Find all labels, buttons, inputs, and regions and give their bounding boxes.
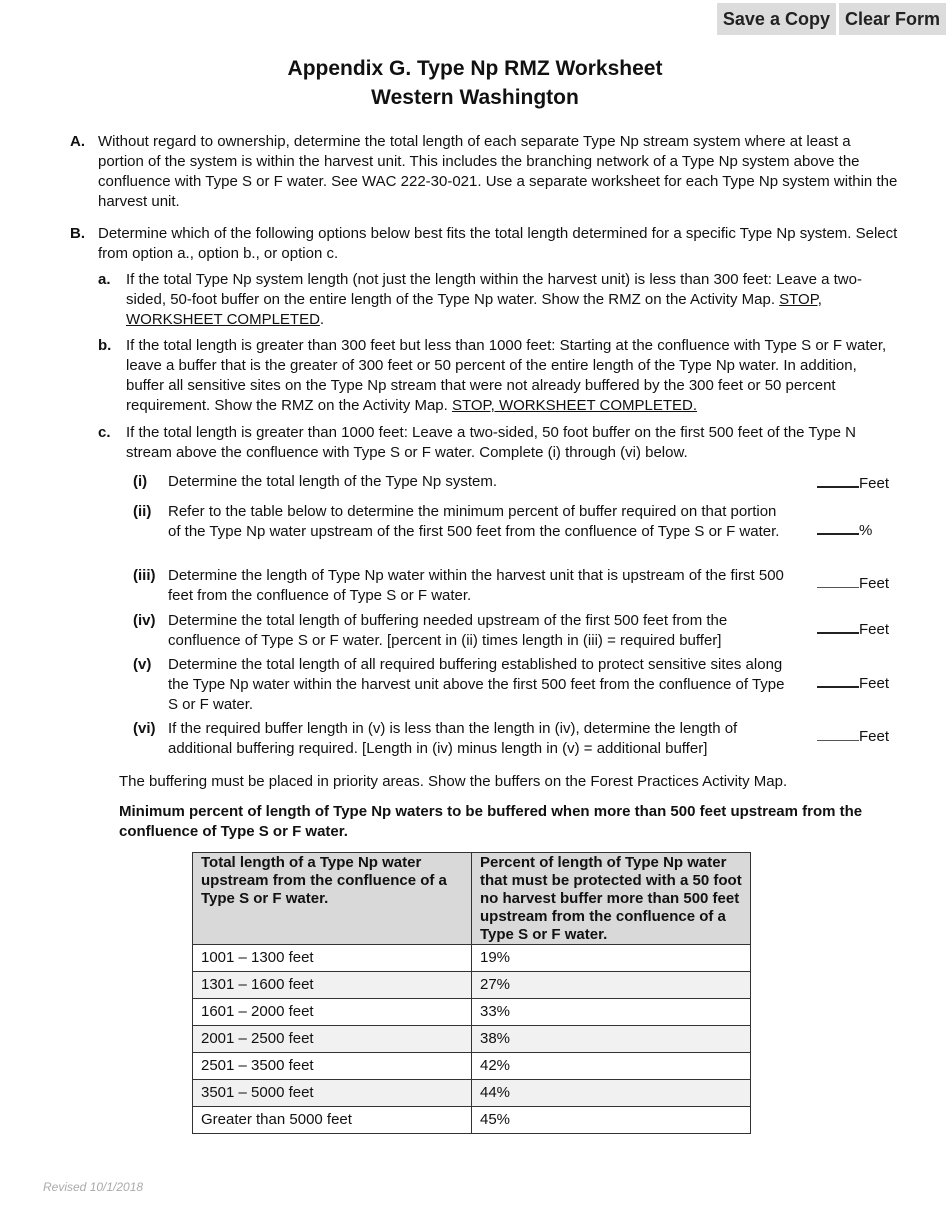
option-a-body: If the total Type Np system length (not just the length within the harvest unit) is less than 300 feet: Leave a two-sided, 50-foot buffer on the entire length of the Type Np water. Show the RMZ on the Activity Map. — [126, 271, 862, 308]
revision-date: Revised 10/1/2018 — [43, 1180, 144, 1194]
step-iv-field[interactable] — [817, 618, 889, 640]
clear-form-button[interactable]: Clear Form — [839, 3, 946, 35]
table-cell-length: 3501 – 5000 feet — [193, 1080, 472, 1107]
table-row — [193, 1080, 751, 1107]
option-a-stop: STOP, WORKSHEET COMPLETED — [126, 291, 822, 328]
table-cell-length: 1601 – 2000 feet — [193, 999, 472, 1026]
step-i-unit: Feet — [859, 475, 890, 492]
step-iii-unit: Feet — [859, 575, 890, 592]
table-cell-percent: 38% — [472, 1026, 751, 1053]
save-copy-button[interactable]: Save a Copy — [717, 3, 836, 35]
step-vi-field[interactable] — [817, 726, 889, 747]
step-vi-input-line[interactable] — [817, 726, 859, 741]
table-row — [193, 1026, 751, 1053]
option-b-text — [126, 336, 898, 416]
form-toolbar — [717, 3, 946, 35]
option-a-marker: a. — [98, 271, 111, 288]
step-i-marker: (i) — [133, 473, 148, 490]
table-row — [193, 1107, 751, 1134]
title-line-1: Appendix G. Type Np RMZ Worksheet — [287, 57, 663, 80]
priority-note: The buffering must be placed in priority areas. Show the buffers on the Forest Practices Activity Map. — [119, 773, 788, 790]
table-header-length: Total length of a Type Np water upstream from the confluence of a Type S or F water. — [193, 853, 472, 945]
table-cell-length: Greater than 5000 feet — [193, 1107, 472, 1134]
step-ii-input-line[interactable] — [817, 519, 859, 535]
table-row — [193, 999, 751, 1026]
table-cell-length: 1001 – 1300 feet — [193, 945, 472, 972]
buffer-percent-table — [192, 852, 751, 1134]
step-vi-unit: Feet — [859, 728, 890, 745]
option-b-marker: b. — [98, 337, 112, 354]
table-row — [193, 1053, 751, 1080]
option-b-body: If the total length is greater than 300 feet but less than 1000 feet: Starting at the confluence with Type S or F water, leave a buffer that is the greater of 300 feet or 50 percent of the entire length of the Type Np water. In addition, buffer all sensitive sites on the Type Np stream that were not already buffered by the 300 feet or 50 percent requirement. Show the RMZ on the Activity Map. — [126, 337, 887, 414]
table-header-percent: Percent of length of Type Np water that must be protected with a 50 foot no harvest buffer more than 500 feet upstream from the confluence of a Type S or F water. — [472, 853, 751, 945]
step-i-field[interactable] — [817, 472, 889, 494]
step-iii-field[interactable] — [817, 573, 889, 594]
table-cell-length: 2501 – 3500 feet — [193, 1053, 472, 1080]
step-v-field[interactable] — [817, 672, 889, 694]
table-cell-percent: 33% — [472, 999, 751, 1026]
table-cell-length: 1301 – 1600 feet — [193, 972, 472, 999]
step-ii-unit: % — [859, 522, 873, 539]
table-cell-percent: 19% — [472, 945, 751, 972]
table-cell-percent: 44% — [472, 1080, 751, 1107]
step-iii-text: Determine the length of Type Np water within the harvest unit that is upstream of the first 500 feet from the confluence of Type S or F water. — [168, 567, 784, 604]
option-a-text — [126, 270, 898, 330]
table-heading: Minimum percent of length of Type Np waters to be buffered when more than 500 feet upstream from the confluence of Type S or F water. — [119, 803, 863, 840]
option-c-marker: c. — [98, 424, 111, 441]
section-a-text: Without regard to ownership, determine the total length of each separate Type Np stream system where at least a portion of the system is within the harvest unit. This includes the branching network of a Type Np system above the confluence with Type S or F water. See WAC 222-30-021. Use a separate worksheet for each Type Np system within the harvest unit. — [98, 133, 898, 210]
table-cell-percent: 27% — [472, 972, 751, 999]
section-b-text: Determine which of the following options below best fits the total length determined for a specific Type Np system. Select from option a., option b., or option c. — [98, 225, 898, 262]
table-cell-percent: 45% — [472, 1107, 751, 1134]
section-a-marker: A. — [70, 133, 85, 150]
option-b-stop: STOP, WORKSHEET COMPLETED. — [451, 397, 698, 414]
step-iv-text: Determine the total length of buffering needed upstream of the first 500 feet from the confluence of Type S or F water. [percent in (ii) times length in (iii) = required buffer] — [168, 612, 728, 649]
step-ii-text: Refer to the table below to determine the minimum percent of buffer required on that portion of the Type Np water upstream of the first 500 feet from the confluence of Type S or F water. — [168, 503, 780, 540]
step-vi-marker: (vi) — [133, 720, 156, 737]
step-vi-text: If the required buffer length in (v) is less than the length in (iv), determine the length of additional buffering required. [Length in (iv) minus length in (v) = additional buffer] — [168, 720, 738, 757]
step-i-text: Determine the total length of the Type Np system. — [168, 473, 498, 490]
step-ii-marker: (ii) — [133, 503, 152, 520]
page-title — [0, 54, 950, 112]
step-iii-marker: (iii) — [133, 567, 156, 584]
step-i-input-line[interactable] — [817, 472, 859, 488]
table-cell-percent: 42% — [472, 1053, 751, 1080]
step-iii-input-line[interactable] — [817, 573, 859, 588]
table-row — [193, 972, 751, 999]
step-v-input-line[interactable] — [817, 672, 859, 688]
step-v-unit: Feet — [859, 675, 890, 692]
step-v-text: Determine the total length of all required buffering established to protect sensitive sites along the Type Np water within the harvest unit above the first 500 feet from the confluence of Type S or F water. — [168, 656, 785, 713]
step-iv-input-line[interactable] — [817, 618, 859, 634]
section-b-marker: B. — [70, 225, 85, 242]
title-line-2: Western Washington — [371, 86, 579, 109]
table-cell-length: 2001 – 2500 feet — [193, 1026, 472, 1053]
table-row — [193, 945, 751, 972]
step-v-marker: (v) — [133, 656, 152, 673]
option-a-period: . — [319, 311, 325, 328]
step-ii-field[interactable] — [817, 519, 872, 541]
table-header-row — [193, 853, 751, 945]
option-c-text: If the total length is greater than 1000 feet: Leave a two-sided, 50 foot buffer on the first 500 feet of the Type N stream above the confluence with Type S or F water. Complete (i) through (vi) below. — [126, 424, 856, 461]
step-iv-marker: (iv) — [133, 612, 156, 629]
step-iv-unit: Feet — [859, 621, 890, 638]
